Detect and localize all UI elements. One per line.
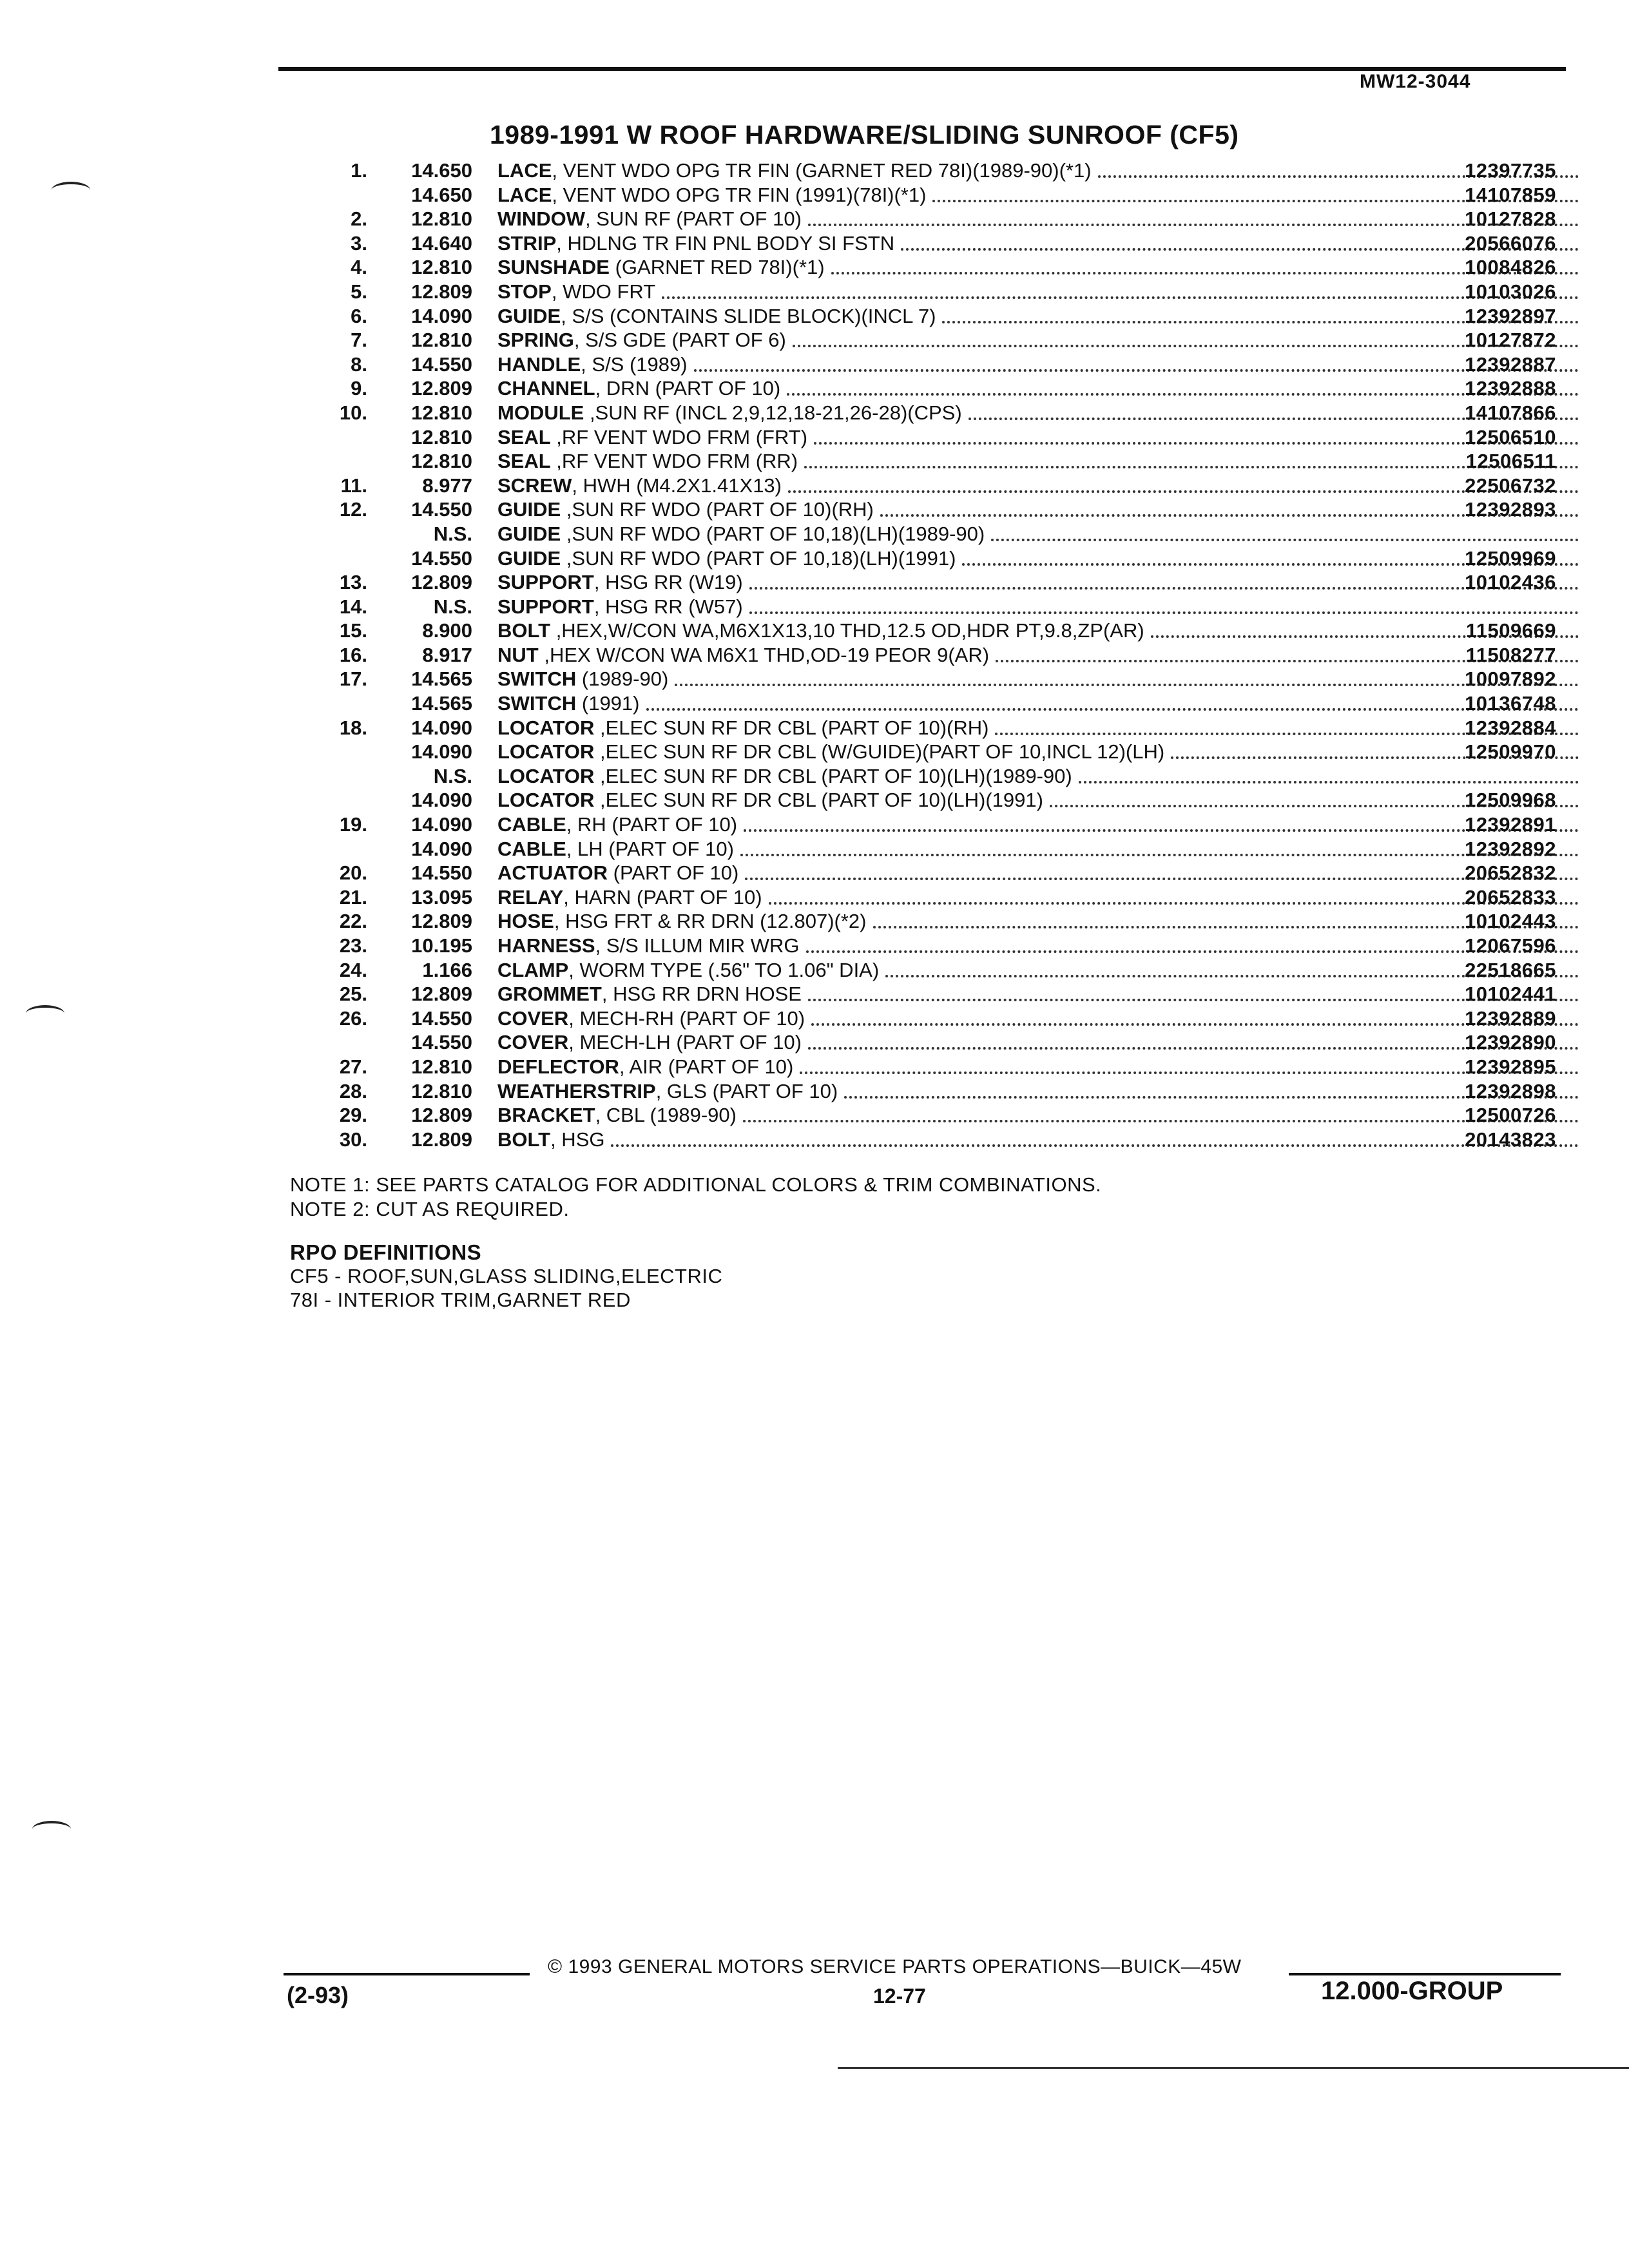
part-detail: , SUN RF (PART OF 10) — [585, 207, 802, 231]
group-number: N.S. — [433, 522, 472, 545]
part-number: 12392893 — [1465, 498, 1556, 521]
ref-number: 11. — [340, 474, 367, 497]
part-detail: ,HEX W/CON WA M6X1 THD,OD-19 PEOR 9(AR) — [538, 643, 990, 666]
rpo-heading: RPO DEFINITIONS — [290, 1240, 482, 1264]
part-name: DEFLECTOR — [497, 1055, 619, 1078]
ref-number: 2. — [351, 207, 367, 231]
note-1: NOTE 1: SEE PARTS CATALOG FOR ADDITIONAL COLORS & TRIM COMBINATIONS. — [290, 1173, 1102, 1196]
part-detail: , MECH-LH (PART OF 10) — [568, 1031, 802, 1054]
group-number: 14.090 — [411, 716, 472, 739]
part-row — [309, 304, 1556, 329]
part-detail: ,SUN RF WDO (PART OF 10)(RH) — [561, 498, 874, 521]
part-row — [309, 934, 1556, 958]
group-number: 14.550 — [411, 352, 472, 376]
notes — [290, 1173, 1101, 1222]
ref-number: 20. — [339, 861, 367, 885]
part-row — [309, 667, 1556, 691]
group-number: 14.090 — [411, 304, 472, 327]
part-number: 20652832 — [1465, 861, 1556, 885]
part-row — [309, 691, 1556, 716]
part-detail: ,RF VENT WDO FRM (RR) — [550, 450, 798, 473]
part-detail: ,SUN RF WDO (PART OF 10,18)(LH)(1989-90) — [561, 522, 985, 545]
part-name: MODULE — [497, 401, 584, 424]
group-label: 12.000-GROUP — [1321, 1977, 1503, 2005]
part-number: 10127828 — [1465, 207, 1556, 231]
part-number: 12392884 — [1465, 716, 1556, 739]
part-name: HARNESS — [497, 934, 595, 957]
part-name: SPRING — [497, 329, 574, 352]
part-name: GUIDE — [497, 546, 561, 570]
part-row — [309, 474, 1556, 498]
part-name: GUIDE — [497, 498, 561, 521]
ref-number: 4. — [351, 256, 367, 279]
ref-number: 29. — [339, 1104, 367, 1127]
part-detail: , WDO FRT — [551, 280, 656, 303]
part-name: ACTUATOR — [497, 861, 608, 885]
part-detail: , MECH-RH (PART OF 10) — [568, 1006, 805, 1030]
group-number: 14.090 — [411, 789, 472, 812]
ref-number: 17. — [339, 668, 367, 691]
part-name: LACE — [497, 183, 552, 206]
group-number: 14.650 — [411, 183, 472, 206]
ref-number: 14. — [339, 595, 367, 618]
ref-number: 23. — [339, 934, 367, 957]
part-row — [309, 716, 1556, 740]
ref-number: 13. — [339, 571, 367, 594]
part-name: BRACKET — [497, 1104, 595, 1127]
part-row — [309, 958, 1556, 983]
part-row — [309, 1079, 1556, 1104]
part-name: SUPPORT — [497, 571, 594, 594]
part-name: CLAMP — [497, 958, 569, 981]
part-detail: , HSG RR (W57) — [593, 595, 743, 618]
part-name: SWITCH — [497, 668, 577, 691]
part-detail: , HSG FRT & RR DRN (12.807)(*2) — [554, 910, 867, 933]
group-number: 12.810 — [411, 425, 472, 448]
part-detail: , HARN (PART OF 10) — [563, 885, 762, 908]
part-number: 12392897 — [1465, 304, 1556, 327]
group-number: 12.810 — [411, 207, 472, 231]
page-number: 12-77 — [873, 1984, 926, 2008]
part-row — [309, 788, 1556, 812]
group-number: 14.090 — [411, 837, 472, 860]
part-number: 10103026 — [1465, 280, 1556, 303]
part-row — [309, 1030, 1556, 1055]
group-number: 12.809 — [411, 280, 472, 303]
part-number: 12392887 — [1465, 352, 1556, 376]
part-row — [309, 231, 1556, 256]
group-number: 12.810 — [411, 1079, 472, 1102]
part-row — [309, 643, 1556, 668]
revision-date: (2-93) — [287, 1982, 349, 2008]
part-number: 14107866 — [1465, 401, 1556, 424]
part-row — [309, 595, 1556, 619]
part-name: SUPPORT — [497, 595, 594, 618]
scan-mark — [52, 182, 90, 198]
group-number: 14.565 — [411, 668, 472, 691]
group-number: 14.650 — [411, 159, 472, 182]
part-row — [309, 497, 1556, 522]
part-description — [497, 764, 1588, 788]
part-name: LOCATOR — [497, 716, 595, 739]
part-row — [309, 376, 1556, 401]
parts-list — [309, 159, 1556, 1151]
part-number: 20652833 — [1465, 885, 1556, 908]
ref-number: 1. — [351, 159, 367, 182]
group-number: N.S. — [433, 764, 472, 787]
group-number: 12.809 — [411, 1128, 472, 1151]
part-number: 10102443 — [1465, 910, 1556, 933]
group-number: 8.900 — [422, 619, 472, 642]
part-detail: (1991) — [576, 692, 640, 715]
group-number: 14.550 — [411, 546, 472, 570]
ref-number: 5. — [351, 280, 367, 303]
part-name: LOCATOR — [497, 789, 595, 812]
part-name: HANDLE — [497, 352, 581, 376]
part-detail: ,HEX,W/CON WA,M6X1X13,10 THD,12.5 OD,HDR PT,9.8,ZP(AR) — [550, 619, 1144, 642]
part-row — [309, 837, 1556, 861]
part-number: 12392889 — [1465, 1006, 1556, 1030]
ref-number: 30. — [339, 1128, 367, 1151]
part-detail: , S/S (CONTAINS SLIDE BLOCK)(INCL 7) — [561, 304, 936, 327]
part-name: NUT — [497, 643, 539, 666]
part-row — [309, 425, 1556, 450]
part-number: 12509968 — [1465, 789, 1556, 812]
part-detail: , HSG — [550, 1128, 605, 1151]
publication-number: MW12-3044 — [1360, 71, 1471, 92]
part-row — [309, 328, 1556, 352]
part-number: 12392890 — [1465, 1031, 1556, 1054]
part-number: 12067596 — [1465, 934, 1556, 957]
part-detail: , S/S GDE (PART OF 6) — [574, 329, 786, 352]
part-number: 10102441 — [1465, 983, 1556, 1006]
part-description — [497, 522, 1588, 546]
group-number: 14.090 — [411, 813, 472, 836]
part-row — [309, 255, 1556, 280]
part-name: RELAY — [497, 885, 564, 908]
leader-dots — [1079, 764, 1579, 783]
part-name: GROMMET — [497, 983, 602, 1006]
part-row — [309, 1055, 1556, 1079]
part-name: BOLT — [497, 1128, 551, 1151]
part-row — [309, 546, 1556, 571]
group-number: 1.166 — [422, 958, 472, 981]
ref-number: 12. — [339, 498, 367, 521]
ref-number: 9. — [351, 377, 367, 400]
part-number: 11508277 — [1465, 643, 1556, 666]
part-row — [309, 352, 1556, 377]
ref-number: 28. — [339, 1079, 367, 1102]
part-name: COVER — [497, 1006, 569, 1030]
ref-number: 25. — [339, 983, 367, 1006]
part-detail: , HWH (M4.2X1.41X13) — [572, 474, 782, 497]
part-number: 11509669 — [1465, 619, 1556, 642]
part-number: 10136748 — [1465, 692, 1556, 715]
part-name: SEAL — [497, 450, 551, 473]
part-number: 20143823 — [1465, 1128, 1556, 1151]
ref-number: 15. — [339, 619, 367, 642]
ref-number: 16. — [339, 643, 367, 666]
part-number: 12397735 — [1465, 159, 1556, 182]
part-detail: , RH (PART OF 10) — [566, 813, 738, 836]
part-row — [309, 740, 1556, 764]
part-detail: , HSG RR (W19) — [593, 571, 743, 594]
part-detail: ,SUN RF (INCL 2,9,12,18-21,26-28)(CPS) — [584, 401, 962, 424]
part-detail: ,ELEC SUN RF DR CBL (PART OF 10)(LH)(1991) — [594, 789, 1043, 812]
group-number: 10.195 — [411, 934, 472, 957]
group-number: 12.809 — [411, 910, 472, 933]
group-number: 12.809 — [411, 1104, 472, 1127]
part-row — [309, 861, 1556, 885]
part-name: GUIDE — [497, 304, 561, 327]
part-detail: ,ELEC SUN RF DR CBL (W/GUIDE)(PART OF 10,INCL 12)(LH) — [594, 740, 1165, 764]
group-number: 12.809 — [411, 571, 472, 594]
part-name: STOP — [497, 280, 552, 303]
part-number: 12392891 — [1465, 813, 1556, 836]
group-number: 14.550 — [411, 861, 472, 885]
part-name: LACE — [497, 159, 552, 182]
part-name: LOCATOR — [497, 764, 595, 787]
part-detail: , S/S ILLUM MIR WRG — [595, 934, 800, 957]
ref-number: 3. — [351, 231, 367, 255]
group-number: 14.090 — [411, 740, 472, 764]
group-number: 12.810 — [411, 401, 472, 424]
ref-number: 21. — [339, 885, 367, 908]
part-detail: ,RF VENT WDO FRM (FRT) — [550, 425, 808, 448]
part-row — [309, 280, 1556, 304]
rpo-item: CF5 - ROOF,SUN,GLASS SLIDING,ELECTRIC — [290, 1265, 723, 1287]
part-row — [309, 1128, 1556, 1152]
part-name: LOCATOR — [497, 740, 595, 764]
group-number: 14.550 — [411, 1031, 472, 1054]
part-number: 12506510 — [1465, 425, 1556, 448]
part-number: 22506732 — [1465, 474, 1556, 497]
part-detail: (1989-90) — [576, 668, 669, 691]
part-name: WINDOW — [497, 207, 586, 231]
note-2: NOTE 2: CUT AS REQUIRED. — [290, 1198, 570, 1220]
part-name: HOSE — [497, 910, 554, 933]
part-number: 14107859 — [1465, 183, 1556, 206]
group-number: 12.810 — [411, 256, 472, 279]
part-number: 12509970 — [1465, 740, 1556, 764]
leader-dots — [991, 522, 1579, 541]
part-detail: (GARNET RED 78I)(*1) — [609, 256, 825, 279]
part-number: 12509969 — [1465, 546, 1556, 570]
part-detail: , VENT WDO OPG TR FIN (GARNET RED 78I)(1989-90)(*1) — [552, 159, 1092, 182]
part-detail: ,ELEC SUN RF DR CBL (PART OF 10)(LH)(1989-90) — [594, 764, 1072, 787]
part-detail: , GLS (PART OF 10) — [655, 1079, 838, 1102]
part-name: SWITCH — [497, 692, 577, 715]
ref-number: 6. — [351, 304, 367, 327]
group-number: 12.810 — [411, 450, 472, 473]
ref-number: 27. — [339, 1055, 367, 1078]
part-detail: ,ELEC SUN RF DR CBL (PART OF 10)(RH) — [594, 716, 989, 739]
ref-number: 18. — [339, 716, 367, 739]
part-number: 10127872 — [1465, 329, 1556, 352]
ref-number: 22. — [339, 910, 367, 933]
part-number: 12392888 — [1465, 377, 1556, 400]
group-number: 12.809 — [411, 983, 472, 1006]
part-number: 12392898 — [1465, 1079, 1556, 1102]
part-row — [309, 570, 1556, 595]
group-number: 8.977 — [422, 474, 472, 497]
part-name: GUIDE — [497, 522, 561, 545]
part-number: 10097892 — [1465, 668, 1556, 691]
leader-dots — [749, 595, 1579, 614]
part-number: 22518665 — [1465, 958, 1556, 981]
part-row — [309, 909, 1556, 934]
page-title: 1989-1991 W ROOF HARDWARE/SLIDING SUNROOF (CF5) — [490, 120, 1239, 149]
group-number: N.S. — [433, 595, 472, 618]
group-number: 12.810 — [411, 1055, 472, 1078]
part-description — [497, 595, 1588, 619]
part-detail: , VENT WDO OPG TR FIN (1991)(78I)(*1) — [552, 183, 927, 206]
part-detail: , AIR (PART OF 10) — [619, 1055, 794, 1078]
part-row — [309, 619, 1556, 643]
rpo-definitions — [290, 1240, 722, 1312]
part-number: 12506511 — [1465, 450, 1556, 473]
part-row — [309, 1006, 1556, 1031]
part-row — [309, 401, 1556, 425]
ref-number: 8. — [351, 352, 367, 376]
part-number: 12500726 — [1465, 1104, 1556, 1127]
group-number: 12.809 — [411, 377, 472, 400]
scan-mark — [32, 1821, 71, 1838]
ref-number: 7. — [351, 329, 367, 352]
part-detail: (PART OF 10) — [608, 861, 739, 885]
part-row — [309, 183, 1556, 207]
part-detail: , HSG RR DRN HOSE — [601, 983, 802, 1006]
part-number: 12392895 — [1465, 1055, 1556, 1078]
footer-bottom-rule — [838, 2067, 1629, 2069]
group-number: 8.917 — [422, 643, 472, 666]
part-detail: , S/S (1989) — [581, 352, 688, 376]
part-row — [309, 885, 1556, 910]
ref-number: 26. — [339, 1006, 367, 1030]
part-name: WEATHERSTRIP — [497, 1079, 656, 1102]
part-number: 20566076 — [1465, 231, 1556, 255]
group-number: 13.095 — [411, 885, 472, 908]
part-number: 10102436 — [1465, 571, 1556, 594]
part-name: SCREW — [497, 474, 572, 497]
part-row — [309, 1103, 1556, 1128]
part-detail: , WORM TYPE (.56" TO 1.06" DIA) — [568, 958, 880, 981]
part-name: BOLT — [497, 619, 551, 642]
group-number: 14.565 — [411, 692, 472, 715]
part-row — [309, 522, 1556, 546]
part-detail: ,SUN RF WDO (PART OF 10,18)(LH)(1991) — [561, 546, 956, 570]
ref-number: 19. — [339, 813, 367, 836]
part-row — [309, 159, 1556, 183]
part-detail: , HDLNG TR FIN PNL BODY SI FSTN — [556, 231, 895, 255]
group-number: 12.810 — [411, 329, 472, 352]
part-name: CHANNEL — [497, 377, 595, 400]
part-detail: , DRN (PART OF 10) — [595, 377, 781, 400]
part-row — [309, 207, 1556, 231]
scan-mark — [26, 1005, 64, 1022]
rpo-item: 78I - INTERIOR TRIM,GARNET RED — [290, 1289, 631, 1311]
ref-number: 10. — [339, 401, 367, 424]
part-detail: , LH (PART OF 10) — [566, 837, 734, 860]
footer-rule-left — [284, 1973, 530, 1975]
group-number: 14.550 — [411, 498, 472, 521]
part-row — [309, 449, 1556, 474]
part-number: 12392892 — [1465, 837, 1556, 860]
part-name: CABLE — [497, 813, 566, 836]
copyright: © 1993 GENERAL MOTORS SERVICE PARTS OPERATIONS—BUICK—45W — [548, 1956, 1242, 1977]
footer-rule-right — [1289, 1973, 1561, 1975]
part-name: STRIP — [497, 231, 557, 255]
part-name: SEAL — [497, 425, 551, 448]
part-row — [309, 982, 1556, 1006]
group-number: 14.640 — [411, 231, 472, 255]
part-number: 10084826 — [1465, 256, 1556, 279]
part-name: COVER — [497, 1031, 569, 1054]
part-row — [309, 764, 1556, 789]
part-row — [309, 812, 1556, 837]
part-detail: , CBL (1989-90) — [595, 1104, 737, 1127]
part-name: SUNSHADE — [497, 256, 610, 279]
ref-number: 24. — [339, 958, 367, 981]
group-number: 14.550 — [411, 1006, 472, 1030]
part-name: CABLE — [497, 837, 566, 860]
